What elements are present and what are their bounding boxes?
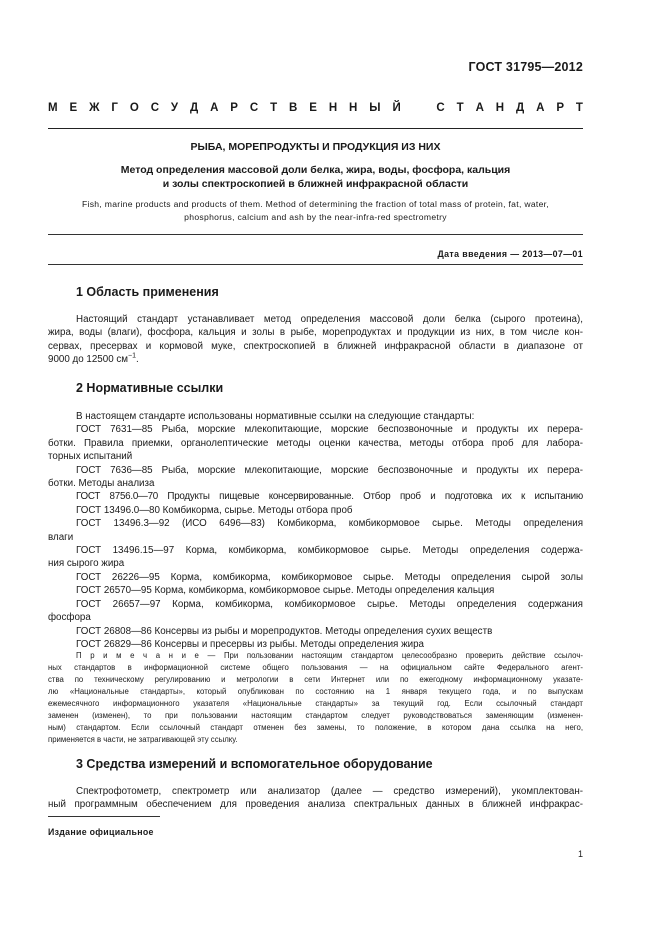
reference-line: ния сырого жира — [48, 558, 125, 570]
note-line: П р и м е ч а н и е — При пользовании настоящим стандартом целесообразно проверить действие ссылоч- — [76, 651, 583, 660]
spaced-letter: С — [249, 102, 259, 114]
body-line: жира, воды (влаги), фосфора, кальция и золы в рыбе, морепродуктах и продукции из них, в том числе кон- — [48, 327, 583, 339]
english-title-line: Fish, marine products and products of them. Method of determining the fraction of total mass of protein, fat, water, — [81, 199, 550, 209]
body-line: В настоящем стандарте использованы нормативные ссылки на следующие стандарты: — [76, 411, 475, 422]
note-line: лю «Национальные стандарты», который опубликован по состоянию на 1 января текущего года, и по выпускам — [48, 687, 583, 696]
spaced-letter: Н — [349, 102, 358, 114]
spaced-letter: Ы — [369, 102, 381, 114]
english-title-line: phosphorus, calcium and ash by the near-infra-red spectrometry — [184, 211, 447, 222]
section-1-body — [48, 313, 583, 367]
reference-line: ГОСТ 7636—85 Рыба, морские млекопитающие, морские беспозвоночные и продукты их перера- — [76, 464, 583, 476]
spaced-letter: В — [289, 102, 298, 114]
spaced-letter: А — [475, 102, 484, 114]
spaced-letter: Е — [69, 102, 78, 114]
end-dot: . — [136, 354, 139, 366]
page-number: 1 — [577, 849, 583, 859]
reference-line: ботки. Методы анализа — [48, 478, 155, 490]
spaced-letter: Т — [456, 102, 464, 114]
spaced-letter: У — [170, 102, 179, 114]
reference-line: ботки. Правила приемки, органолептические методы оценки качества, методы отбора проб для лабора- — [48, 437, 583, 449]
body-line-last — [48, 353, 583, 366]
note-line: ным) стандартом. Если ссылочный стандарт отменен без замены, то положение, в котором дана ссылка на него, — [48, 723, 583, 732]
spaced-letter: Т — [575, 102, 583, 114]
section-1-heading: 1 Область применения — [76, 285, 219, 299]
reference-line: торных испытаний — [48, 451, 133, 463]
spaced-letter: О — [129, 102, 139, 114]
reference-line: ГОСТ 7631—85 Рыба, морские млекопитающие, морские беспозвоночные и продукты их перера- — [76, 424, 583, 436]
spaced-letter: Ж — [89, 102, 100, 114]
body-line: сервах, пресервах и кормовой муке, спектроскопией в ближней инфракрасной области в диапазоне от — [48, 340, 583, 352]
reference-line: ГОСТ 26829—86 Консервы и пресервы из рыбы. Методы определения жира — [76, 638, 425, 650]
introduction-date: Дата введения — 2013—07—01 — [437, 249, 583, 259]
note-line: ежемесячного информационного указателя «Национальные стандарты» за текущий год. Если ссылочный стандарт — [48, 699, 583, 708]
section-3-heading: 3 Средства измерений и вспомогательное оборудование — [76, 757, 433, 771]
date-rule — [48, 264, 583, 265]
subtitle-line: Метод определения массовой доли белка, жира, воды, фосфора, кальция — [120, 164, 511, 176]
reference-line: ГОСТ 26657—97 Корма, комбикорма, комбикормовое сырье. Методы определения содержания — [76, 598, 583, 610]
note-line: применяется в части, не затрагивающей эту ссылку. — [48, 735, 238, 744]
range-text: 9000 до 12500 см — [48, 354, 129, 366]
spaced-letter: С — [436, 102, 445, 114]
reference-line: ГОСТ 13496.0—80 Комбикорма, сырье. Методы отбора проб — [76, 504, 353, 516]
spaced-letter: Т — [270, 102, 278, 114]
title-rule — [48, 234, 583, 235]
body-line: ный программным обеспечением для проведения анализа спектральных данных в ближней инфракрас- — [48, 799, 583, 811]
header-rule — [48, 128, 583, 129]
spaced-letter: А — [210, 102, 219, 114]
reference-line: ГОСТ 13496.15—97 Корма, комбикорма, комбикормовое сырье. Методы определения содержа- — [76, 545, 583, 557]
official-edition-label: Издание официальное — [48, 827, 154, 837]
reference-line: ГОСТ 8756.0—70 Продукты пищевые консервированные. Отбор проб и подготовка их к испытанию — [76, 491, 583, 503]
spaced-letter: Е — [309, 102, 317, 114]
reference-line: ГОСТ 26570—95 Корма, комбикорма, комбикормовое сырье. Методы определения кальция — [76, 585, 495, 597]
subtitle-line: и золы спектроскопией в ближней инфракрасной области — [162, 178, 469, 190]
standard-type-spaced — [48, 102, 583, 114]
note-line: ных стандартов в информационной системе общего пользования — на официальном сайте Федерального агент- — [48, 663, 583, 672]
document-title: РЫБА, МОРЕПРОДУКТЫ И ПРОДУКЦИЯ ИЗ НИХ — [190, 141, 441, 153]
unit-superscript: −1 — [128, 352, 136, 360]
section-2-heading: 2 Нормативные ссылки — [76, 381, 224, 395]
footer-rule — [48, 816, 160, 817]
reference-line: влаги — [48, 531, 74, 543]
spaced-letter: Н — [495, 102, 505, 114]
note-line: ства по техническому регулированию и метрологии в сети Интернет или по ежегодному информационному указате- — [48, 675, 583, 684]
spaced-letter: А — [536, 102, 545, 114]
spaced-letter: Г — [111, 102, 118, 114]
section-3-body — [48, 785, 583, 812]
standard-code: ГОСТ 31795—2012 — [468, 60, 583, 74]
section-2-body — [48, 410, 583, 651]
spaced-letter: Д — [189, 102, 199, 114]
english-title — [48, 198, 583, 223]
reference-line: ГОСТ 13496.3—92 (ИСО 6496—83) Комбикорма, комбикормовое сырье. Методы определения — [76, 518, 583, 530]
spaced-letter: Р — [556, 102, 565, 114]
reference-line: фосфора — [48, 612, 91, 624]
reference-line: ГОСТ 26808—86 Консервы из рыбы и морепродуктов. Методы определения сухих веществ — [76, 625, 493, 637]
document-subtitle — [48, 163, 583, 191]
references-note — [48, 650, 583, 746]
body-line: Спектрофотометр, спектрометр или анализатор (далее — средство измерений), укомплектован- — [76, 786, 583, 797]
spaced-letter: Й — [392, 102, 401, 114]
spaced-letter: Н — [328, 102, 338, 114]
note-line: заменен (изменен), то при пользовании настоящим стандартом следует руководствоваться заменяющим (изменен- — [48, 711, 583, 720]
spaced-letter: Д — [516, 102, 525, 114]
body-line: Настоящий стандарт устанавливает метод определения массовой доли белка (сырого протеина), — [76, 314, 583, 325]
spaced-letter: Р — [230, 102, 238, 114]
spaced-letter: С — [150, 102, 159, 114]
reference-line: ГОСТ 26226—95 Корма, комбикорма, комбикормовое сырье. Методы определения сырой золы — [76, 571, 583, 583]
note-label: П р и м е ч а н и е — — [76, 651, 216, 660]
spaced-letter: М — [48, 102, 58, 114]
